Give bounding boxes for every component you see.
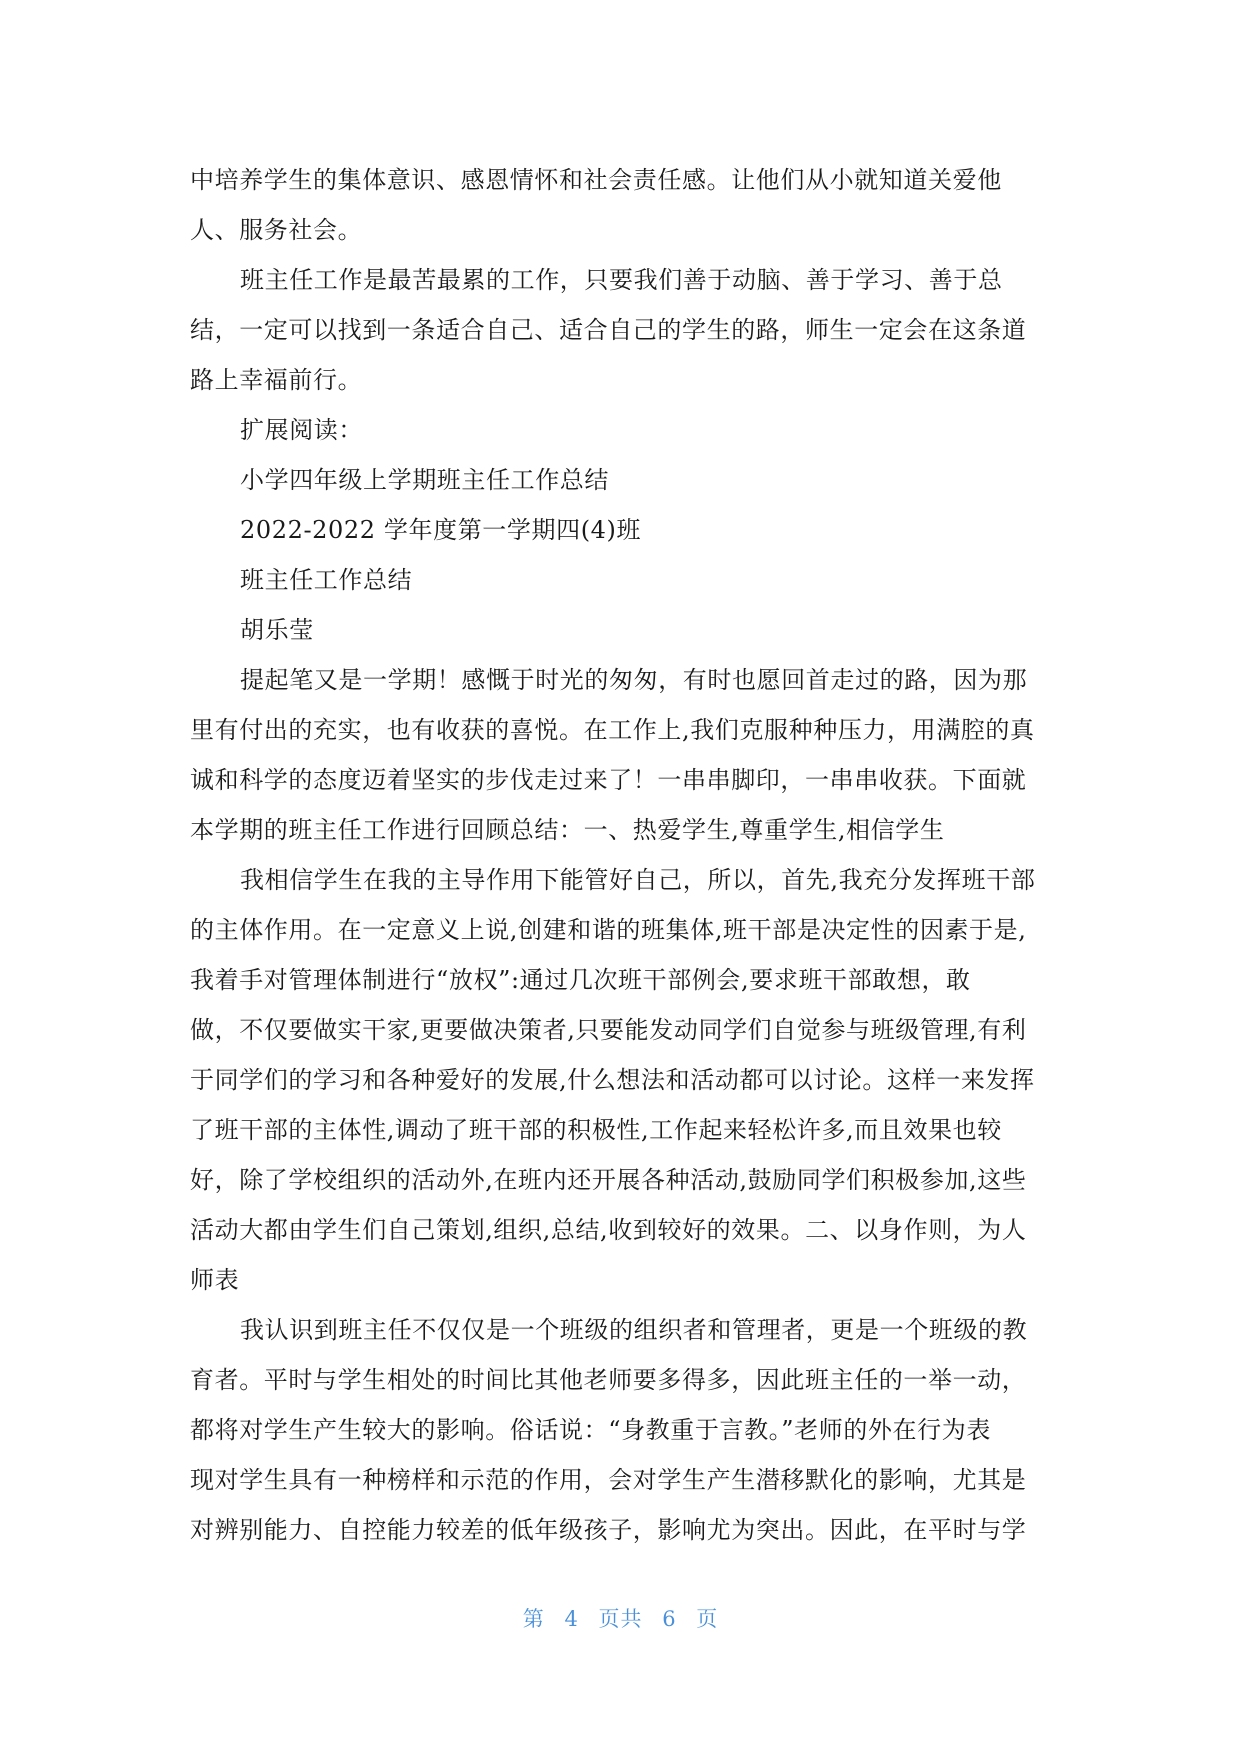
text-line: 诚和科学的态度迈着坚实的步伐走过来了！一串串脚印，一串串收获。下面就 [190,766,1027,794]
text-line: 都将对学生产生较大的影响。俗话说：“身教重于言教。”老师的外在行为表 [190,1416,991,1444]
text-line: 本学期的班主任工作进行回顾总结：一、热爱学生,尊重学生,相信学生 [190,816,945,844]
footer-prefix: 第 [522,1607,545,1631]
document-body [190,155,1050,1555]
text-line: 活动大都由学生们自己策划,组织,总结,收到较好的效果。二、以身作则，为人 [190,1216,1027,1244]
text-line: 于同学们的学习和各种爱好的发展,什么想法和活动都可以讨论。这样一来发挥 [190,1066,1035,1094]
text-line: 路上幸福前行。 [190,366,363,394]
text-line: 结，一定可以找到一条适合自己、适合自己的学生的路，师生一定会在这条道 [190,316,1027,344]
text-line: 里有付出的充实，也有收获的喜悦。在工作上,我们克服种种压力，用满腔的真 [190,716,1035,744]
text-line: 班主任工作是最苦最累的工作，只要我们善于动脑、善于学习、善于总 [240,266,1003,294]
text-line: 提起笔又是一学期！感慨于时光的匆匆，有时也愿回首走过的路，因为那 [240,666,1028,694]
text-line: 我着手对管理体制进行“放权”:通过几次班干部例会,要求班干部敢想，敢 [190,966,971,994]
page-footer [0,1603,1241,1633]
footer-total-pages: 6 [662,1607,677,1631]
text-line: 师表 [190,1266,240,1294]
text-line: 现对学生具有一种榜样和示范的作用，会对学生产生潜移默化的影响，尤其是 [190,1466,1027,1494]
text-line: 中培养学生的集体意识、感恩情怀和社会责任感。让他们从小就知道关爱他 [190,166,1002,194]
footer-suffix: 页 [696,1607,719,1631]
text-line: 2022-2022 学年度第一学期四(4)班 [240,516,642,544]
text-line: 胡乐莹 [240,616,314,644]
text-line: 做，不仅要做实干家,更要做决策者,只要能发动同学们自觉参与班级管理,有利 [190,1016,1027,1044]
text-line: 班主任工作总结 [240,566,413,594]
text-line: 我认识到班主任不仅仅是一个班级的组织者和管理者，更是一个班级的教 [240,1316,1028,1344]
text-line: 了班干部的主体性,调动了班干部的积极性,工作起来轻松许多,而且效果也较 [190,1116,1002,1144]
text-line: 小学四年级上学期班主任工作总结 [240,466,609,494]
text-line: 的主体作用。在一定意义上说,创建和谐的班集体,班干部是决定性的因素于是, [190,916,1027,944]
text-line: 对辨别能力、自控能力较差的低年级孩子，影响尤为突出。因此，在平时与学 [190,1516,1027,1544]
text-line: 育者。平时与学生相处的时间比其他老师要多得多，因此班主任的一举一动， [190,1366,1027,1394]
text-line: 我相信学生在我的主导作用下能管好自己，所以，首先,我充分发挥班干部 [240,866,1036,894]
footer-current-page: 4 [564,1607,579,1631]
footer-middle: 页共 [598,1607,643,1631]
text-line: 好，除了学校组织的活动外,在班内还开展各种活动,鼓励同学们积极参加,这些 [190,1166,1027,1194]
text-line: 人、服务社会。 [190,216,363,244]
text-line: 扩展阅读： [240,416,363,444]
